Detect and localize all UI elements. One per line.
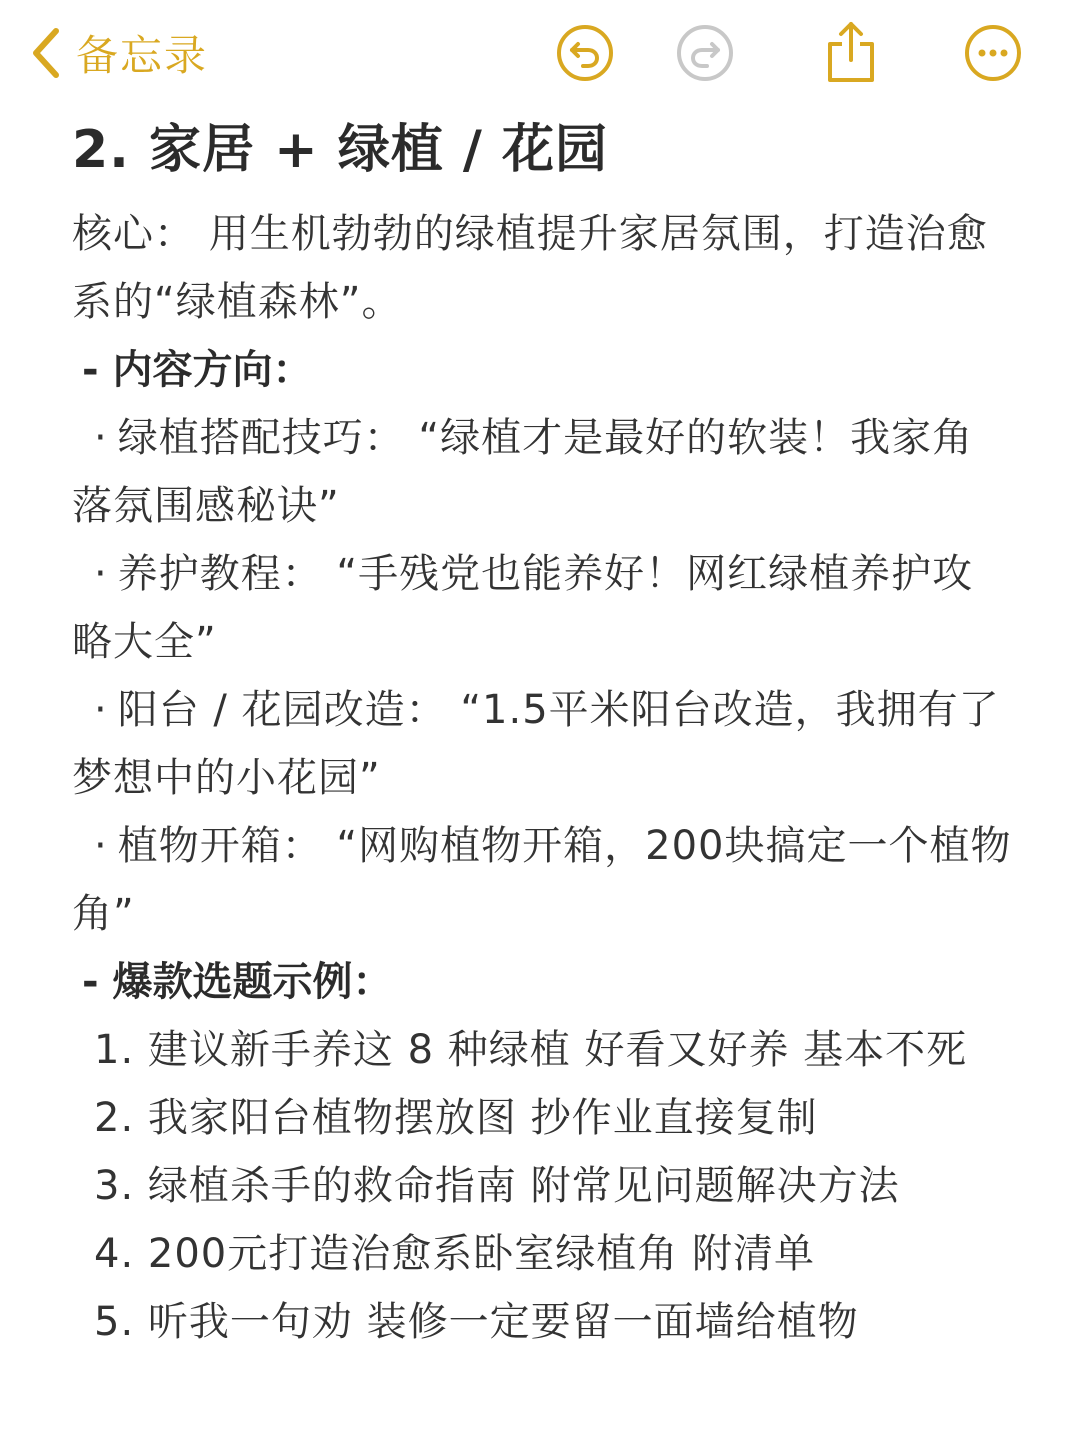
direction-item xyxy=(72,540,1012,676)
chevron-left-icon xyxy=(28,25,62,81)
more-button[interactable] xyxy=(964,24,1022,82)
example-item: 5. 听我一句劝 装修一定要留一面墙给植物 xyxy=(94,1299,859,1345)
examples-heading: - 爆款选题示例： xyxy=(82,959,393,1005)
bullet-dot: · xyxy=(94,823,108,869)
example-item: 1. 建议新手养这 8 种绿植 好看又好养 基本不死 xyxy=(94,1027,968,1073)
redo-icon xyxy=(676,24,734,82)
back-button[interactable] xyxy=(28,22,208,84)
example-item: 2. 我家阳台植物摆放图 抄作业直接复制 xyxy=(94,1095,818,1141)
direction-text: 阳台 / 花园改造： “1.5平米阳台改造，我拥有了梦想中的小花园” xyxy=(72,687,1000,801)
direction-item xyxy=(72,404,1012,540)
directions-heading: - 内容方向： xyxy=(82,347,313,393)
bullet-dot: · xyxy=(94,551,108,597)
note-title: 2. 家居 + 绿植 / 花园 xyxy=(72,120,609,180)
direction-text: 绿植搭配技巧： “绿植才是最好的软装！我家角落氛围感秘诀” xyxy=(72,415,974,529)
undo-button[interactable] xyxy=(556,24,614,82)
direction-item xyxy=(72,812,1012,948)
direction-text: 植物开箱： “网购植物开箱，200块搞定一个植物角” xyxy=(72,823,1012,937)
undo-icon xyxy=(556,24,614,82)
direction-item xyxy=(72,676,1012,812)
more-icon xyxy=(964,24,1022,82)
navigation-toolbar xyxy=(0,0,1080,110)
share-button[interactable] xyxy=(822,20,880,78)
back-label: 备忘录 xyxy=(76,31,209,80)
note-body[interactable] xyxy=(72,112,1012,1356)
bullet-dot: · xyxy=(94,415,108,461)
direction-text: 养护教程： “手残党也能养好！网红绿植养护攻略大全” xyxy=(72,551,974,665)
bullet-dot: · xyxy=(94,687,108,733)
example-item: 4. 200元打造治愈系卧室绿植角 附清单 xyxy=(94,1231,815,1277)
example-item: 3. 绿植杀手的救命指南 附常见问题解决方法 xyxy=(94,1163,900,1209)
core-paragraph: 核心： 用生机勃勃的绿植提升家居氛围，打造治愈系的“绿植森林”。 xyxy=(72,211,988,325)
redo-button[interactable] xyxy=(676,24,734,82)
share-icon xyxy=(822,20,880,84)
